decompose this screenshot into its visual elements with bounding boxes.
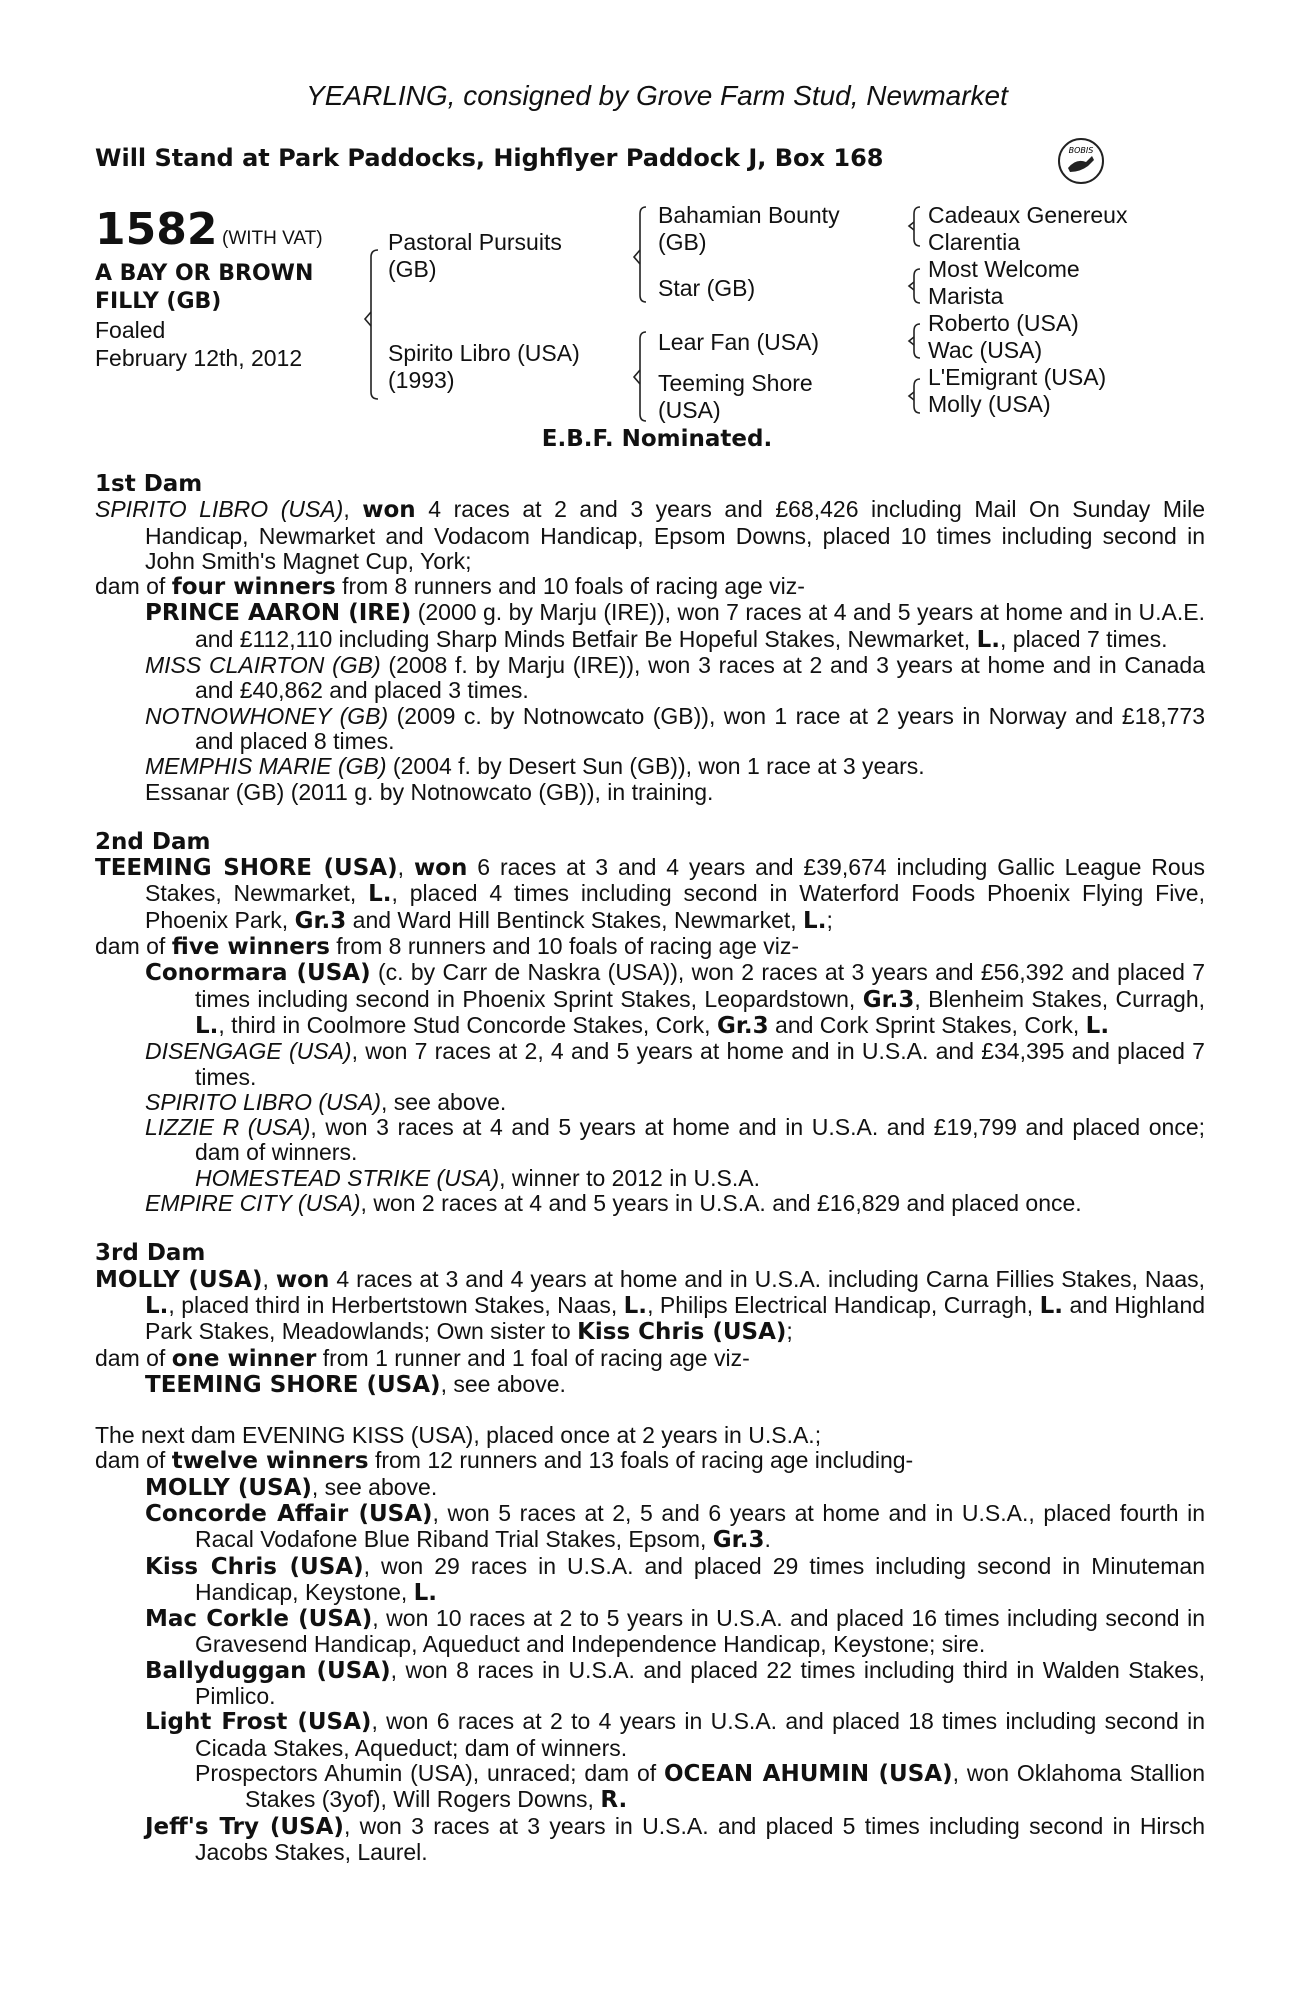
produce-entry: Essanar (GB) (2011 g. by Notnowcato (GB)), in training. bbox=[145, 778, 714, 805]
ggp-4: Marista bbox=[928, 283, 1004, 309]
sire-name: Pastoral Pursuits bbox=[388, 229, 562, 255]
sire-dam: Star (GB) bbox=[658, 275, 756, 301]
produce-entry: MOLLY (USA), see above. bbox=[145, 1473, 438, 1501]
ebf-nominated: E.B.F. Nominated. bbox=[541, 426, 773, 452]
lot-number: 1582 bbox=[95, 204, 218, 255]
sex-line-2: FILLY (GB) bbox=[95, 289, 222, 314]
sex-line-1: A BAY OR BROWN bbox=[95, 261, 314, 286]
produce-entry: Conormara (USA) (c. by Carr de Naskra (USA)), won 2 races at 3 years and £56,392 and placed 7 times including second in Phoenix Sprint Stakes, Leopardstown, Gr.3, Blenheim Stakes, Curragh, L., third in Coolmore Stud Concorde Stakes, Cork, Gr.3 and Cork Sprint Stakes, Cork, L. bbox=[145, 959, 1206, 1039]
second-dam-produce-summary: dam of five winners from 8 runners and 10 foals of racing age viz- bbox=[95, 933, 800, 961]
produce-entry: Light Frost (USA), won 6 races at 2 to 4 years in U.S.A. and placed 18 times including second in Cicada Stakes, Aqueduct; dam of winners. bbox=[145, 1708, 1205, 1761]
ggp-3: Most Welcome bbox=[928, 256, 1080, 282]
third-dam-heading: 3rd Dam bbox=[95, 1240, 206, 1267]
dam-name: Spirito Libro (USA) bbox=[388, 340, 580, 366]
ggp-1: Cadeaux Genereux bbox=[928, 202, 1128, 228]
produce-entry: Kiss Chris (USA), won 29 races in U.S.A. and placed 29 times including second in Minuteman Handicap, Keystone, L. bbox=[145, 1552, 1205, 1606]
first-dam-record: SPIRITO LIBRO (USA), won 4 races at 2 and 3 years and £68,426 including Mail On Sunday Mile Handicap, Newmarket and Vodacom Handicap, Epsom Downs, placed 10 times including second in John Smith's Magnet Cup, York; bbox=[95, 496, 1205, 574]
first-dam-heading: 1st Dam bbox=[95, 471, 203, 497]
ggp-7: L'Emigrant (USA) bbox=[928, 364, 1107, 390]
foaled-date: February 12th, 2012 bbox=[95, 345, 303, 371]
sire-country: (GB) bbox=[388, 256, 437, 282]
ggp-list bbox=[928, 202, 1127, 418]
third-dam-produce-summary: dam of one winner from 1 runner and 1 foal of racing age viz- bbox=[95, 1344, 750, 1372]
next-dam-intro: The next dam EVENING KISS (USA), placed once at 2 years in U.S.A.; bbox=[95, 1422, 822, 1449]
vat-label: (WITH VAT) bbox=[222, 228, 323, 249]
dam bbox=[388, 340, 580, 394]
foaled-label: Foaled bbox=[95, 317, 166, 343]
next-dam-produce-summary: dam of twelve winners from 12 runners and 13 foals of racing age including- bbox=[95, 1447, 914, 1475]
dam-dam: Teeming Shore (USA) bbox=[658, 370, 813, 423]
produce-entry: MISS CLAIRTON (GB) (2008 f. by Marju (IRE)), won 3 races at 2 and 3 years at home and in Canada and £40,862 and placed 3 times. bbox=[145, 652, 1205, 704]
produce-entry: EMPIRE CITY (USA), won 2 races at 4 and 5 years in U.S.A. and £16,829 and placed once. bbox=[145, 1190, 1082, 1217]
ggp-5: Roberto (USA) bbox=[928, 310, 1079, 336]
second-dam-heading: 2nd Dam bbox=[95, 828, 211, 855]
produce-entry: DISENGAGE (USA), won 7 races at 2, 4 and 5 years at home and in U.S.A. and £34,395 and placed 7 times. bbox=[145, 1038, 1205, 1090]
produce-entry: SPIRITO LIBRO (USA), see above. bbox=[145, 1088, 507, 1115]
grand-produce-entry: HOMESTEAD STRIKE (USA), winner to 2012 in U.S.A. bbox=[195, 1164, 760, 1191]
produce-entry: TEEMING SHORE (USA), see above. bbox=[145, 1370, 566, 1398]
stand-location: Will Stand at Park Paddocks, Highflyer Paddock J, Box 168 bbox=[95, 144, 884, 172]
dam-sire: Lear Fan (USA) bbox=[658, 329, 820, 355]
third-dam-record: MOLLY (USA), won 4 races at 3 and 4 years at home and in U.S.A. including Carna Fillies Stakes, Naas, L., placed third in Herbertstown Stakes, Naas, L., Philips Electrical Handicap, Curragh, L. and Highland Park Stakes, Meadowlands; Own sister to Kiss Chris (USA); bbox=[95, 1265, 1206, 1346]
produce-entry: MEMPHIS MARIE (GB) (2004 f. by Desert Sun (GB)), won 1 race at 3 years. bbox=[145, 753, 925, 780]
produce-entry: Ballyduggan (USA), won 8 races in U.S.A. and placed 22 times including third in Walden Stakes, Pimlico. bbox=[145, 1656, 1205, 1710]
produce-entry: NOTNOWHONEY (GB) (2009 c. by Notnowcato (GB)), won 1 race at 2 years in Norway and £18,773 and placed 8 times. bbox=[145, 702, 1206, 754]
produce-entry: Jeff's Try (USA), won 3 races at 3 years in U.S.A. and placed 5 times including second in Hirsch Jacobs Stakes, Laurel. bbox=[145, 1812, 1205, 1865]
produce-entry: Mac Corkle (USA), won 10 races at 2 to 5 years in U.S.A. and placed 16 times including second in Gravesend Handicap, Aqueduct and Independence Handicap, Keystone; sire. bbox=[145, 1605, 1205, 1658]
produce-entry: Concorde Affair (USA), won 5 races at 2, 5 and 6 years at home and in U.S.A., placed fourth in Racal Vodafone Blue Riband Trial Stakes, Epsom, Gr.3. bbox=[145, 1499, 1205, 1554]
catalogue-body bbox=[95, 472, 1205, 1865]
dam-year: (1993) bbox=[388, 367, 455, 393]
grand-produce-entry: Prospectors Ahumin (USA), unraced; dam of OCEAN AHUMIN (USA), won Oklahoma Stallion Stakes (3yof), Will Rogers Downs, R. bbox=[195, 1759, 1206, 1814]
ggp-8: Molly (USA) bbox=[928, 391, 1051, 417]
logo-text: BOBIS bbox=[1068, 146, 1094, 155]
banner-heading: YEARLING, consigned by Grove Farm Stud, Newmarket bbox=[306, 80, 1008, 111]
produce-entry: PRINCE AARON (IRE) (2000 g. by Marju (IRE)), won 7 races at 4 and 5 years at home and in U.A.E. and £112,110 including Sharp Minds Betfair Be Hopeful Stakes, Newmarket, L., placed 7 times. bbox=[145, 599, 1206, 653]
ggp-2: Clarentia bbox=[928, 229, 1021, 255]
ggp-6: Wac (USA) bbox=[928, 337, 1043, 363]
sire-sire: Bahamian Bounty (GB) bbox=[658, 202, 840, 255]
first-dam-produce-summary: dam of four winners from 8 runners and 10 foals of racing age viz- bbox=[95, 573, 805, 601]
second-dam-record: TEEMING SHORE (USA), won 6 races at 3 and 4 years and £39,674 including Gallic League Rous Stakes, Newmarket, L., placed 4 times including second in Waterford Foods Phoenix Flying Five, Phoenix Park, Gr.3 and Ward Hill Bentinck Stakes, Newmarket, L.; bbox=[95, 854, 1205, 934]
produce-entry: LIZZIE R (USA), won 3 races at 4 and 5 years at home and in U.S.A. and £19,799 and placed once; dam of winners. bbox=[145, 1114, 1205, 1166]
sire bbox=[388, 229, 562, 283]
